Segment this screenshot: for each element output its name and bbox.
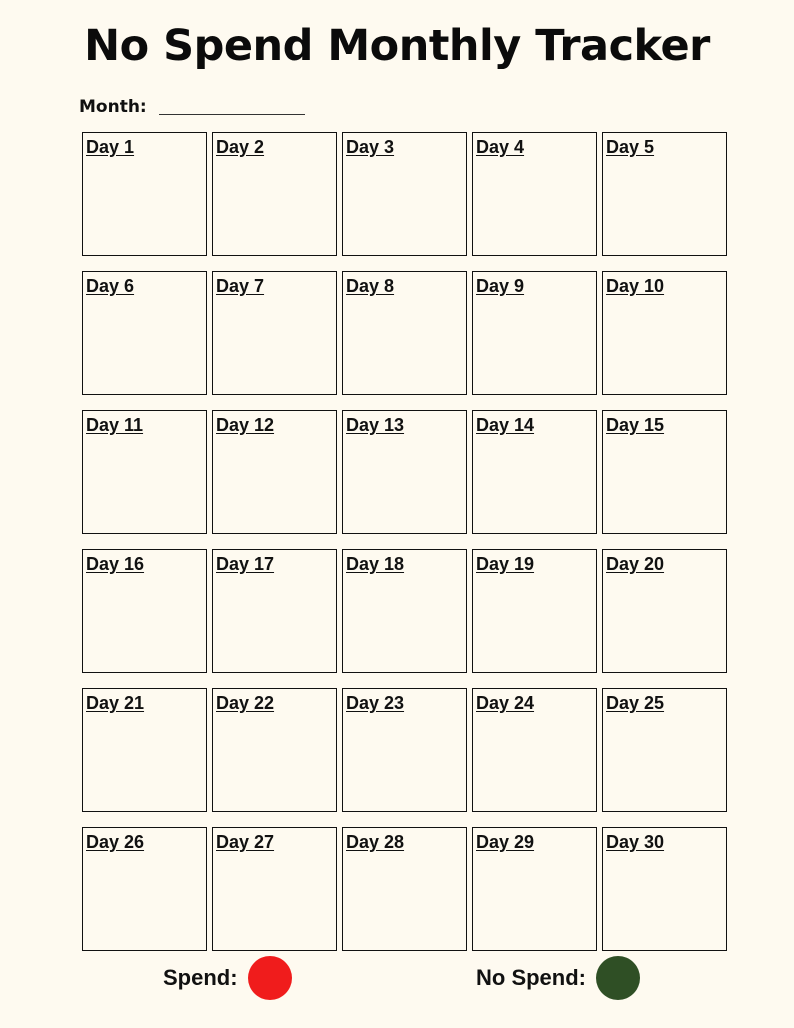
- day-label: Day 12: [216, 415, 275, 435]
- day-label: Day 19: [476, 554, 535, 574]
- day-box[interactable]: [212, 827, 337, 951]
- day-box[interactable]: [602, 271, 727, 395]
- day-label: Day 18: [346, 554, 405, 574]
- day-box[interactable]: [472, 271, 597, 395]
- day-label: Day 20: [606, 554, 665, 574]
- day-label: Day 23: [346, 693, 405, 713]
- day-box[interactable]: [602, 549, 727, 673]
- day-label: Day 13: [346, 415, 405, 435]
- day-label: Day 15: [606, 415, 665, 435]
- day-label: Day 24: [476, 693, 535, 713]
- day-box[interactable]: [602, 132, 727, 256]
- day-label: Day 25: [606, 693, 665, 713]
- day-label: Day 8: [346, 276, 395, 296]
- day-label: Day 30: [606, 832, 665, 852]
- day-box[interactable]: [342, 827, 467, 951]
- month-field[interactable]: [159, 100, 305, 115]
- day-label: Day 6: [86, 276, 135, 296]
- day-box[interactable]: [212, 549, 337, 673]
- day-box[interactable]: [472, 132, 597, 256]
- day-box[interactable]: [342, 271, 467, 395]
- day-label: Day 2: [216, 137, 265, 157]
- day-box[interactable]: [82, 827, 207, 951]
- day-box[interactable]: [602, 410, 727, 534]
- day-box[interactable]: [342, 410, 467, 534]
- day-box[interactable]: [82, 549, 207, 673]
- day-box[interactable]: [82, 688, 207, 812]
- day-box[interactable]: [472, 410, 597, 534]
- legend-no-spend: [476, 955, 640, 1001]
- day-label: Day 11: [86, 415, 144, 435]
- day-label: Day 3: [346, 137, 395, 157]
- month-label: Month:: [79, 97, 147, 117]
- day-label: Day 21: [86, 693, 145, 713]
- day-box[interactable]: [602, 827, 727, 951]
- day-grid: [82, 132, 726, 951]
- day-label: Day 1: [86, 137, 135, 157]
- day-box[interactable]: [82, 410, 207, 534]
- day-box[interactable]: [82, 271, 207, 395]
- month-row: [79, 92, 305, 118]
- day-box[interactable]: [472, 549, 597, 673]
- day-label: Day 28: [346, 832, 405, 852]
- day-label: Day 14: [476, 415, 535, 435]
- day-box[interactable]: [212, 410, 337, 534]
- day-label: Day 4: [476, 137, 525, 157]
- day-label: Day 22: [216, 693, 275, 713]
- day-label: Day 29: [476, 832, 535, 852]
- day-box[interactable]: [472, 688, 597, 812]
- day-box[interactable]: [82, 132, 207, 256]
- legend-no-spend-label: No Spend:: [476, 965, 586, 990]
- day-box[interactable]: [212, 688, 337, 812]
- day-label: Day 10: [606, 276, 665, 296]
- no-spend-color-swatch: [596, 956, 640, 1000]
- day-label: Day 5: [606, 137, 655, 157]
- day-label: Day 9: [476, 276, 525, 296]
- day-box[interactable]: [342, 132, 467, 256]
- page-title: No Spend Monthly Tracker: [84, 21, 710, 71]
- day-box[interactable]: [342, 688, 467, 812]
- legend-spend: [163, 955, 292, 1001]
- day-box[interactable]: [212, 132, 337, 256]
- day-box[interactable]: [472, 827, 597, 951]
- day-label: Day 17: [216, 554, 275, 574]
- day-label: Day 16: [86, 554, 145, 574]
- spend-color-swatch: [248, 956, 292, 1000]
- day-box[interactable]: [602, 688, 727, 812]
- day-label: Day 26: [86, 832, 145, 852]
- day-label: Day 27: [216, 832, 275, 852]
- day-box[interactable]: [342, 549, 467, 673]
- day-box[interactable]: [212, 271, 337, 395]
- legend-spend-label: Spend:: [163, 965, 238, 990]
- day-label: Day 7: [216, 276, 265, 296]
